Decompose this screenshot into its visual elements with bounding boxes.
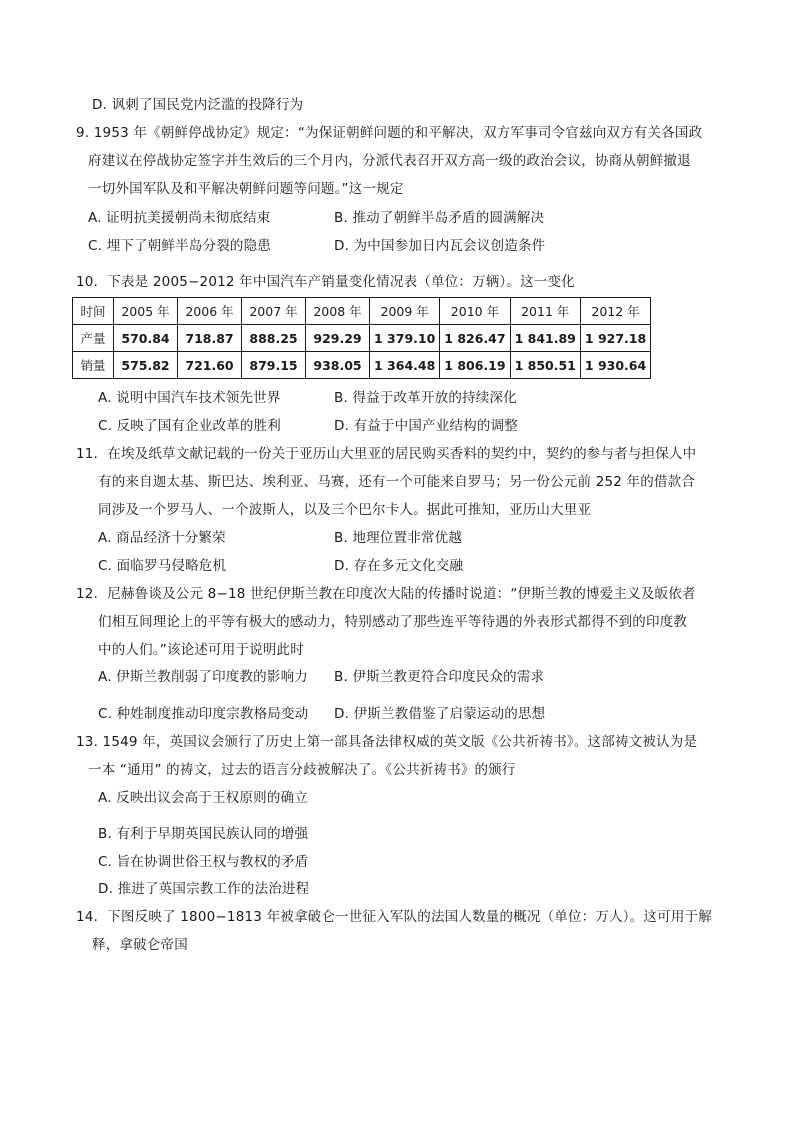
table-cell: 1 826.47	[440, 325, 510, 352]
car-production-sales-table	[72, 297, 651, 379]
q13-stem-line-2: 一本 “通用” 的祷文，过去的语言分歧被解决了。《公共祈祷书》的颁行	[88, 762, 516, 778]
q11-option-d: D. 存在多元文化交融	[334, 558, 464, 574]
table-header-cell: 2012 年	[580, 298, 650, 325]
q12-stem-line-3: 中的人们。”该论述可用于说明此时	[98, 642, 304, 658]
table-row	[73, 325, 651, 352]
table-header-cell: 2007 年	[242, 298, 306, 325]
table-cell: 1 379.10	[370, 325, 440, 352]
q13-option-d: D. 推进了英国宗教工作的法治进程	[98, 881, 310, 897]
table-cell: 1 927.18	[580, 325, 650, 352]
q10-stem-line-1: 10．下表是 2005−2012 年中国汽车产销量变化情况表（单位：万辆）。这一变化	[76, 274, 575, 290]
table-header-cell: 2011 年	[510, 298, 580, 325]
table-cell: 938.05	[306, 352, 370, 379]
q11-stem-line-1: 11．在埃及纸草文献记载的一份关于亚历山大里亚的居民购买香料的契约中，契约的参与者与担保人中	[76, 446, 697, 462]
q12-option-d: D. 伊斯兰教借鉴了启蒙运动的思想	[334, 706, 546, 722]
table-row	[73, 352, 651, 379]
q13-option-b: B. 有利于早期英国民族认同的增强	[98, 826, 309, 842]
table-row-header: 销量	[73, 352, 114, 379]
q11-option-a: A. 商品经济十分繁荣	[98, 530, 226, 546]
q13-option-a: A. 反映出议会高于王权原则的确立	[98, 790, 308, 806]
table-header-row	[73, 298, 651, 325]
table-row-header: 产量	[73, 325, 114, 352]
table-header-cell: 2009 年	[370, 298, 440, 325]
q9-option-a: A. 证明抗美援朝尚未彻底结束	[88, 210, 271, 226]
q9-stem-line-3: 一切外国军队及和平解决朝鲜问题等问题。”这一规定	[88, 181, 404, 197]
table-cell: 1 806.19	[440, 352, 510, 379]
q11-option-b: B. 地理位置非常优越	[334, 530, 463, 546]
q10-option-b: B. 得益于改革开放的持续深化	[334, 390, 517, 406]
q11-stem-line-3: 同涉及一个罗马人、一个波斯人，以及三个巴尔卡人。据此可推知，亚历山大里亚	[98, 502, 592, 518]
table-cell: 929.29	[306, 325, 370, 352]
table-cell: 721.60	[178, 352, 242, 379]
table-header-cell: 2010 年	[440, 298, 510, 325]
table-cell: 1 841.89	[510, 325, 580, 352]
table-cell: 879.15	[242, 352, 306, 379]
table-cell: 575.82	[114, 352, 178, 379]
q14-stem-line-1: 14．下图反映了 1800−1813 年被拿破仑一世征入军队的法国人数量的概况（单位：万人）。这可用于解	[76, 909, 712, 925]
q9-option-b: B. 推动了朝鲜半岛矛盾的圆满解决	[334, 210, 545, 226]
table-header-cell: 时间	[73, 298, 114, 325]
q13-option-c: C. 旨在协调世俗王权与教权的矛盾	[98, 854, 309, 870]
q11-option-c: C. 面临罗马侵略危机	[98, 558, 227, 574]
q10-option-a: A. 说明中国汽车技术领先世界	[98, 390, 281, 406]
q9-option-d: D. 为中国参加日内瓦会议创造条件	[334, 238, 546, 254]
q12-stem-line-2: 们相互间理论上的平等有极大的感动力，特别感动了那些连平等待遇的外表形式都得不到的印度教	[98, 614, 688, 630]
q12-stem-line-1: 12．尼赫鲁谈及公元 8−18 世纪伊斯兰教在印度次大陆的传播时说道：“伊斯兰教的博爱主义及皈依者	[76, 586, 696, 602]
table-header-cell: 2006 年	[178, 298, 242, 325]
table-cell: 1 930.64	[580, 352, 650, 379]
q10-option-d: D. 有益于中国产业结构的调整	[334, 418, 518, 434]
table-cell: 570.84	[114, 325, 178, 352]
q12-option-b: B. 伊斯兰教更符合印度民众的需求	[334, 669, 545, 685]
q9-stem-line-2: 府建议在停战协定签字并生效后的三个月内，分派代表召开双方高一级的政治会议，协商从朝鲜撤退	[88, 153, 691, 169]
table-cell: 888.25	[242, 325, 306, 352]
q8-option-d: D. 讽刺了国民党内泛滥的投降行为	[92, 97, 304, 113]
q11-stem-line-2: 有的来自迦太基、斯巴达、埃利亚、马赛，还有一个可能来自罗马；另一份公元前 252 年的借款合	[98, 474, 696, 490]
q9-option-c: C. 埋下了朝鲜半岛分裂的隐患	[88, 238, 272, 254]
q12-option-c: C. 种姓制度推动印度宗教格局变动	[98, 706, 309, 722]
table-cell: 1 850.51	[510, 352, 580, 379]
table-cell: 718.87	[178, 325, 242, 352]
table-header-cell: 2005 年	[114, 298, 178, 325]
table-header-cell: 2008 年	[306, 298, 370, 325]
q14-stem-line-2: 释，拿破仑帝国	[92, 937, 188, 953]
q9-stem-line-1: 9. 1953 年《朝鲜停战协定》规定：“为保证朝鲜问题的和平解决，双方军事司令官兹向双方有关各国政	[76, 125, 703, 141]
q12-option-a: A. 伊斯兰教削弱了印度教的影响力	[98, 669, 308, 685]
q13-stem-line-1: 13. 1549 年，英国议会颁行了历史上第一部具备法律权威的英文版《公共祈祷书》。这部祷文被认为是	[76, 734, 698, 750]
table-cell: 1 364.48	[370, 352, 440, 379]
q10-option-c: C. 反映了国有企业改革的胜利	[98, 418, 282, 434]
